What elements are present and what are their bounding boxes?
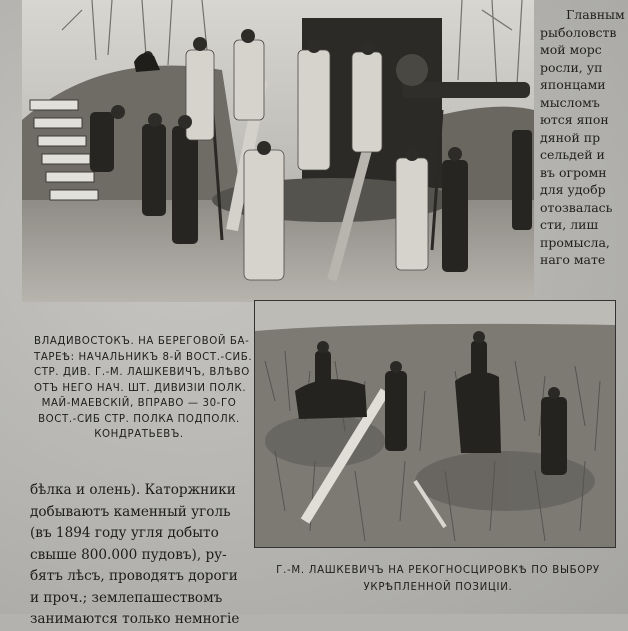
text-line: отозвалась xyxy=(540,199,613,215)
caption-line: КОНДРАТЬЕВЪ. xyxy=(94,429,184,440)
text-line: наго мате xyxy=(540,252,606,267)
caption-line: СТР. ДИВ. Г.-М. ЛАШКЕВИЧЪ, ВЛѢВО xyxy=(34,367,250,378)
caption-line: ОТЪ НЕГО НАЧ. ШТ. ДИВИЗІИ ПОЛК. xyxy=(34,382,247,394)
coastal-battery-illustration xyxy=(22,0,534,302)
text-line: рыболовств xyxy=(540,24,617,40)
text-line: бѣлка и олень). Каторжники xyxy=(30,482,236,498)
text-line: дяной пр xyxy=(540,129,601,145)
text-line: добываютъ каменный уголь xyxy=(30,503,231,520)
coastal-battery-photo xyxy=(22,0,534,302)
caption-line: МАЙ-МАЕВСКІЙ, ВПРАВО — 30-ГО xyxy=(41,398,237,409)
text-line: для удобр xyxy=(540,182,606,197)
text-line: мой морс xyxy=(540,42,602,57)
text-line: Главным xyxy=(566,7,625,22)
text-line: сельдей и xyxy=(540,147,605,162)
text-line: (въ 1894 году угля добыто xyxy=(30,525,219,541)
reconnaissance-illustration xyxy=(255,301,615,547)
text-line: росли, уп xyxy=(540,59,603,75)
right-column-text xyxy=(540,6,628,269)
caption-line: ВОСТ.-СИБ СТР. ПОЛКА ПОДПОЛК. xyxy=(38,413,240,425)
reconnaissance-photo xyxy=(254,300,616,548)
text-line: ются япон xyxy=(540,112,609,127)
top-photo-caption xyxy=(34,334,253,443)
text-line: мысломъ xyxy=(540,94,600,110)
body-text xyxy=(30,480,252,631)
text-line: въ огромн xyxy=(540,164,607,180)
text-line: промысла, xyxy=(540,234,610,250)
caption-line: УКРѢПЛЕННОЙ ПОЗИЦІИ. xyxy=(363,582,513,593)
caption-line: ТАРЕѢ: НАЧАЛЬНИКЪ 8-Й ВОСТ.-СИБ. xyxy=(34,351,253,363)
bottom-photo-caption xyxy=(262,562,614,596)
text-line: свыше 800.000 пудовъ), ру- xyxy=(30,546,227,563)
text-line: японцами xyxy=(540,77,606,92)
caption-line: ВЛАДИВОСТОКЪ. НА БЕРЕГОВОЙ БА- xyxy=(34,336,250,347)
text-line: и проч.; землепашествомъ xyxy=(30,589,223,606)
text-line: занимаются только немногіе xyxy=(30,611,240,627)
text-line: бятъ лѣсъ, проводятъ дороги xyxy=(30,568,238,584)
text-line: сти, лиш xyxy=(540,217,599,232)
caption-line: Г.-М. ЛАШКЕВИЧЪ НА РЕКОГНОСЦИРОВКѢ ПО ВЫБОРУ xyxy=(276,565,600,576)
